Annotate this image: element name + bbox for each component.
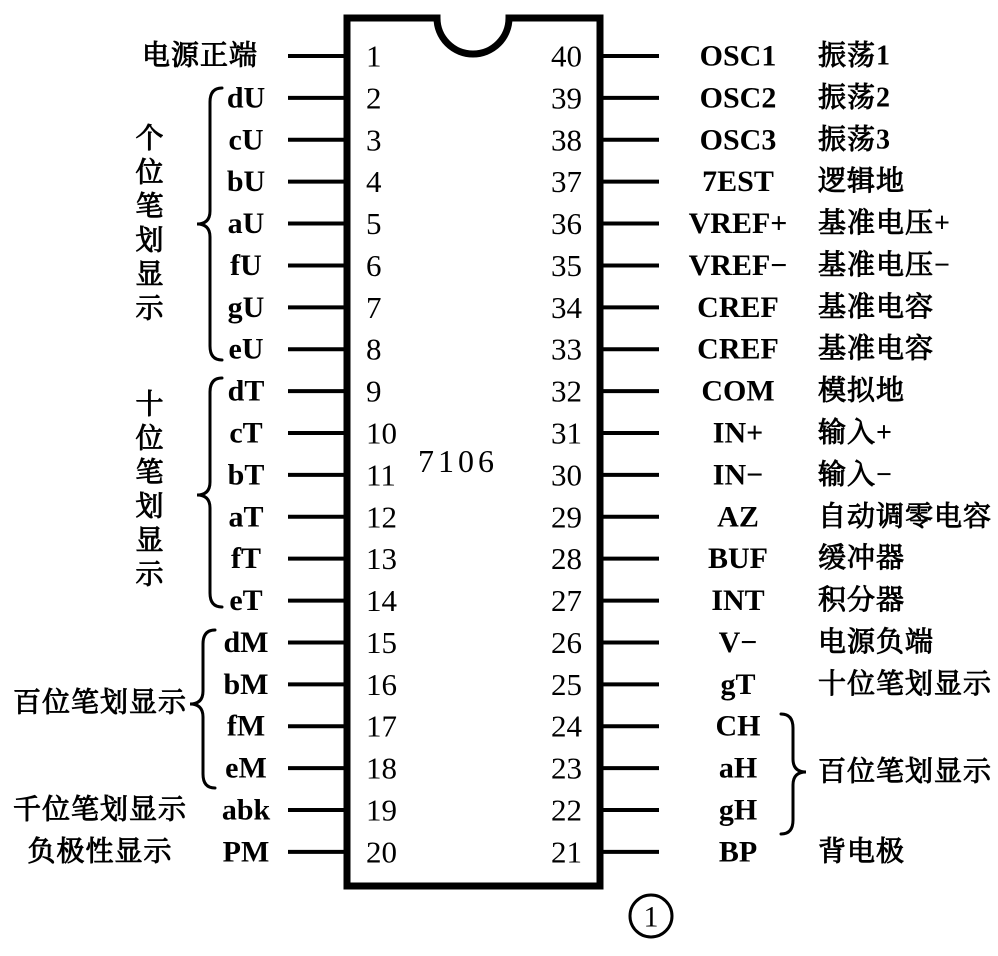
group-label-char-left-2-8-4: 显: [135, 259, 165, 291]
pin-signal-15: dM: [223, 625, 269, 659]
pin-signal-9: dT: [227, 374, 265, 408]
pin-annotation-25: 十位笔划显示: [818, 668, 993, 700]
pin-number-23: 23: [551, 750, 582, 786]
pin-number-21: 21: [551, 834, 582, 870]
pin-number-32: 32: [551, 373, 582, 409]
pin-number-31: 31: [551, 415, 582, 451]
pin-number-14: 14: [366, 583, 397, 619]
pin-signal-38: OSC3: [699, 123, 777, 157]
pin-number-26: 26: [551, 624, 582, 660]
pin-signal-4: bU: [226, 165, 266, 199]
pin-number-1: 1: [366, 38, 382, 74]
group-label-left-15-18: 百位笔划显示: [12, 687, 188, 719]
pin-annotation-35: 基准电压−: [818, 249, 951, 281]
pin-annotation-32: 模拟地: [818, 375, 906, 407]
left-pin-rows: [13, 39, 398, 870]
pin-signal-16: bM: [223, 667, 269, 701]
group-label-char-left-9-14-4: 显: [135, 525, 165, 557]
pin-number-2: 2: [366, 80, 382, 116]
pin-signal-7: gU: [227, 290, 265, 324]
pin-signal-23: aH: [718, 751, 758, 785]
pin-number-6: 6: [366, 247, 382, 283]
group-label-right-24-22: 百位笔划显示: [818, 756, 993, 788]
pin-signal-17: fM: [226, 709, 266, 743]
pin-signal-21: BP: [718, 835, 758, 869]
pin-annotation-40: 振荡1: [818, 40, 892, 72]
pin-annotation-29: 自动调零电容: [818, 501, 993, 533]
pin-annotation-26: 电源负端: [818, 626, 935, 658]
pin-number-3: 3: [366, 122, 382, 158]
pin-signal-12: aT: [228, 500, 264, 534]
group-label-char-left-9-14-2: 笔: [135, 457, 165, 489]
pin-number-12: 12: [366, 499, 397, 535]
pin-signal-29: AZ: [717, 500, 759, 534]
pin-number-19: 19: [366, 792, 397, 828]
pin-signal-6: fU: [230, 248, 262, 282]
pin-signal-22: gH: [718, 793, 758, 827]
pin-annotation-33: 基准电容: [818, 333, 935, 365]
pin-number-4: 4: [366, 164, 382, 200]
pin-number-28: 28: [551, 541, 582, 577]
pin-number-5: 5: [366, 206, 382, 242]
pin-number-34: 34: [551, 289, 582, 325]
pin-number-18: 18: [366, 750, 397, 786]
pin-signal-18: eM: [225, 751, 267, 785]
pin-number-11: 11: [366, 457, 396, 493]
pin-number-24: 24: [551, 708, 582, 744]
pin-signal-33: CREF: [697, 332, 779, 366]
pin-annotation-31: 输入+: [818, 417, 893, 449]
pin-annotation-21: 背电极: [818, 836, 906, 868]
chip-name-label: 7106: [418, 443, 498, 479]
pin-annotation-34: 基准电容: [818, 291, 935, 323]
group-label-char-left-9-14-1: 位: [135, 423, 165, 455]
pin-number-20: 20: [366, 834, 397, 870]
pin-annotation-39: 振荡2: [818, 82, 892, 114]
group-label-char-left-2-8-2: 笔: [135, 191, 165, 223]
pin-signal-36: VREF+: [688, 207, 788, 241]
pin-annotation-38: 振荡3: [818, 124, 892, 156]
group-label-char-left-9-14-0: 十: [135, 389, 165, 421]
pin-number-33: 33: [551, 331, 582, 367]
pin-number-36: 36: [551, 206, 582, 242]
pin-number-15: 15: [366, 624, 397, 660]
group-label-char-left-2-8-5: 示: [135, 293, 165, 325]
pin-signal-14: eT: [229, 584, 263, 618]
group-label-char-left-2-8-3: 划: [135, 225, 165, 257]
pin-number-22: 22: [551, 792, 582, 828]
pin-signal-19: abk: [221, 793, 271, 827]
right-pin-rows: [551, 39, 992, 870]
group-label-char-left-9-14-3: 划: [135, 491, 165, 523]
group-label-char-left-2-8-0: 个: [135, 123, 165, 155]
pin-number-10: 10: [366, 415, 397, 451]
pin-annotation-28: 缓冲器: [818, 543, 906, 575]
pin-signal-31: IN+: [712, 416, 764, 450]
pin-signal-11: bT: [227, 458, 265, 492]
pin-signal-26: V−: [718, 625, 758, 659]
pin-signal-39: OSC2: [699, 81, 777, 115]
pin-number-25: 25: [551, 666, 582, 702]
pin-signal-13: fT: [231, 542, 261, 576]
brace-right-pins-24-22: [781, 714, 806, 834]
pin-number-17: 17: [366, 708, 397, 744]
pin-annotation-30: 输入−: [818, 459, 893, 491]
pin-number-16: 16: [366, 666, 397, 702]
pin-signal-8: eU: [228, 332, 264, 366]
pin-number-38: 38: [551, 122, 582, 158]
pin-signal-28: BUF: [708, 542, 768, 576]
pin-signal-20: PM: [222, 835, 270, 869]
pin-annotation-36: 基准电压+: [818, 208, 951, 240]
pin-annotation-19: 千位笔划显示: [12, 794, 188, 826]
pin-signal-40: OSC1: [699, 39, 777, 73]
pin-signal-5: aU: [227, 207, 265, 241]
pin-signal-37: 7EST: [702, 165, 774, 199]
pin-number-39: 39: [551, 80, 582, 116]
pin-number-37: 37: [551, 164, 582, 200]
pin-signal-25: gT: [720, 667, 756, 701]
group-label-char-left-2-8-1: 位: [135, 157, 165, 189]
pin-number-40: 40: [551, 38, 582, 74]
brace-left-pins-15-18: [190, 630, 215, 788]
pin-annotation-20: 负极性显示: [27, 836, 173, 868]
pin-annotation-27: 积分器: [818, 585, 906, 617]
pin-number-30: 30: [551, 457, 582, 493]
pin-number-7: 7: [366, 289, 382, 325]
brace-left-pins-2-8: [197, 88, 222, 360]
pin-signal-24: CH: [715, 709, 761, 743]
pin-signal-34: CREF: [697, 290, 779, 324]
pin-signal-30: IN−: [712, 458, 764, 492]
pin-number-29: 29: [551, 499, 582, 535]
pin-annotation-37: 逻辑地: [818, 166, 906, 198]
pin-signal-27: INT: [711, 584, 765, 618]
pin-number-27: 27: [551, 583, 582, 619]
pin-signal-32: COM: [701, 374, 775, 408]
group-label-char-left-9-14-5: 示: [135, 559, 165, 591]
pin-number-9: 9: [366, 373, 382, 409]
pin-number-35: 35: [551, 247, 582, 283]
figure-number-label: 1: [643, 900, 659, 934]
pin-number-8: 8: [366, 331, 382, 367]
pin-signal-3: cU: [228, 123, 264, 157]
pin-signal-10: cT: [229, 416, 263, 450]
brace-left-pins-9-14: [197, 378, 222, 607]
pin-annotation-1: 电源正端: [141, 40, 258, 72]
pin-number-13: 13: [366, 541, 397, 577]
pin-signal-35: VREF−: [688, 248, 788, 282]
pin-signal-2: dU: [226, 81, 266, 115]
